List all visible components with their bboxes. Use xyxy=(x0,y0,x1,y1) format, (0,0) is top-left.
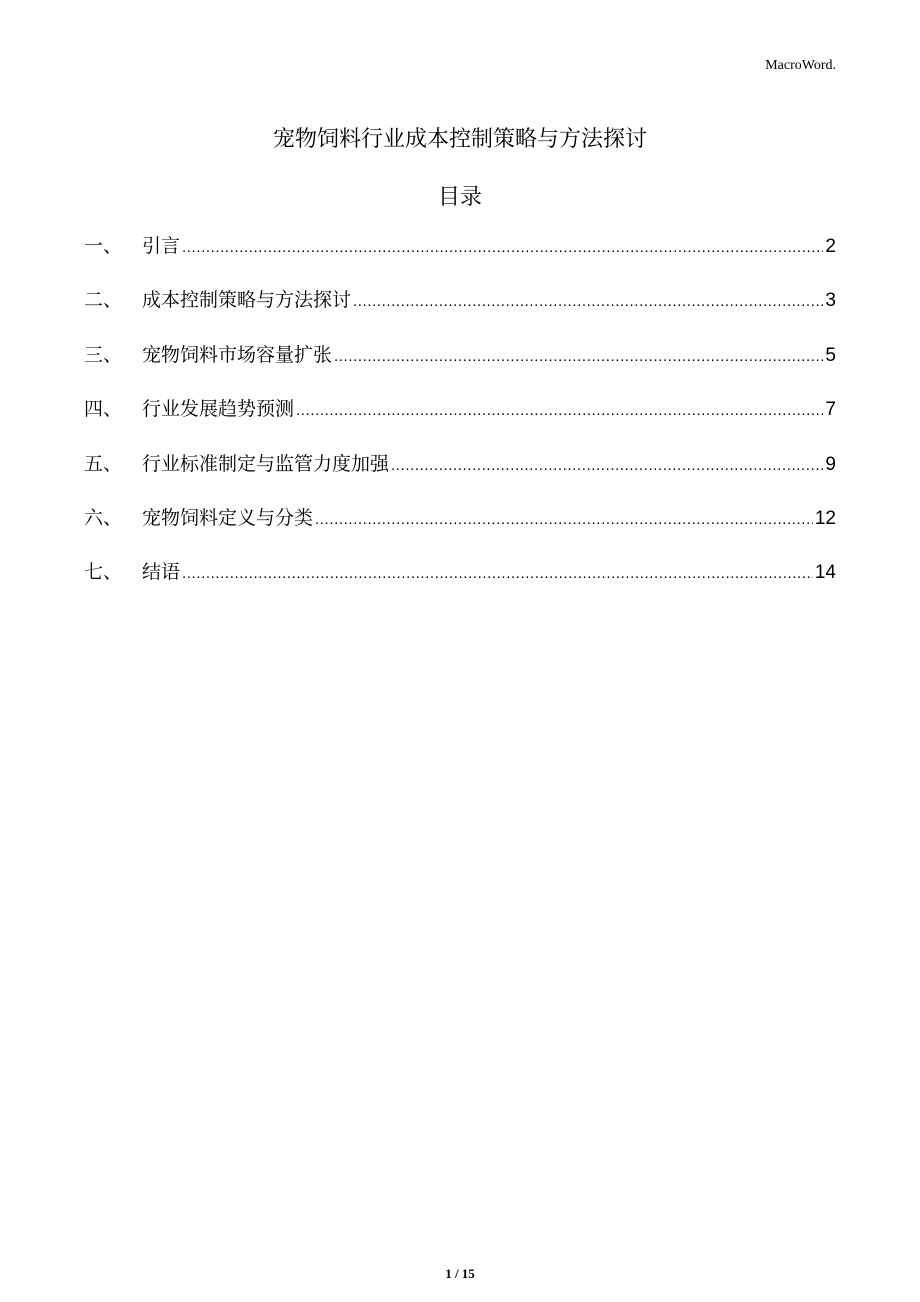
toc-dot-leader xyxy=(182,234,823,261)
table-of-contents xyxy=(84,233,836,614)
toc-dot-leader xyxy=(334,343,823,370)
page-number-footer: 1 / 15 xyxy=(445,1266,475,1281)
toc-entry-title: 宠物饲料市场容量扩张 xyxy=(142,343,333,366)
toc-dot-leader xyxy=(182,560,813,587)
toc-entry-page: 9 xyxy=(825,453,836,475)
toc-entry[interactable] xyxy=(84,505,836,532)
toc-entry-title: 结语 xyxy=(142,561,181,584)
toc-entry[interactable] xyxy=(84,451,836,478)
toc-entry-number: 三、 xyxy=(84,343,123,366)
toc-entry[interactable] xyxy=(84,287,836,314)
toc-entry-title: 成本控制策略与方法探讨 xyxy=(142,289,352,312)
toc-entry-page: 3 xyxy=(825,290,836,312)
toc-entry-number: 二、 xyxy=(84,289,123,312)
toc-entry-page: 5 xyxy=(825,344,836,366)
toc-dot-leader xyxy=(315,506,813,533)
toc-dot-leader xyxy=(296,397,823,424)
toc-entry-page: 12 xyxy=(814,507,836,529)
toc-heading: 目录 xyxy=(437,185,482,210)
document-title: 宠物饲料行业成本控制策略与方法探讨 xyxy=(272,127,647,152)
toc-entry-page: 14 xyxy=(814,562,836,584)
toc-entry-title: 行业发展趋势预测 xyxy=(142,398,295,421)
toc-entry[interactable] xyxy=(84,396,836,423)
toc-entry-number: 四、 xyxy=(84,398,123,421)
toc-dot-leader xyxy=(391,452,823,479)
toc-entry-number: 一、 xyxy=(84,235,123,257)
toc-entry-page: 2 xyxy=(825,236,836,257)
toc-dot-leader xyxy=(353,288,823,315)
toc-entry-number: 七、 xyxy=(84,561,123,584)
toc-entry-number: 六、 xyxy=(84,506,123,529)
toc-entry[interactable] xyxy=(84,342,836,369)
toc-entry-number: 五、 xyxy=(84,452,123,475)
toc-entry-title: 引言 xyxy=(142,235,181,257)
header-mark: MacroWord. xyxy=(765,58,836,73)
toc-entry-page: 7 xyxy=(825,399,836,421)
toc-entry[interactable] xyxy=(84,559,836,586)
toc-entry[interactable] xyxy=(84,233,836,260)
toc-entry-title: 宠物饲料定义与分类 xyxy=(142,506,314,529)
toc-entry-title: 行业标准制定与监管力度加强 xyxy=(142,452,390,475)
